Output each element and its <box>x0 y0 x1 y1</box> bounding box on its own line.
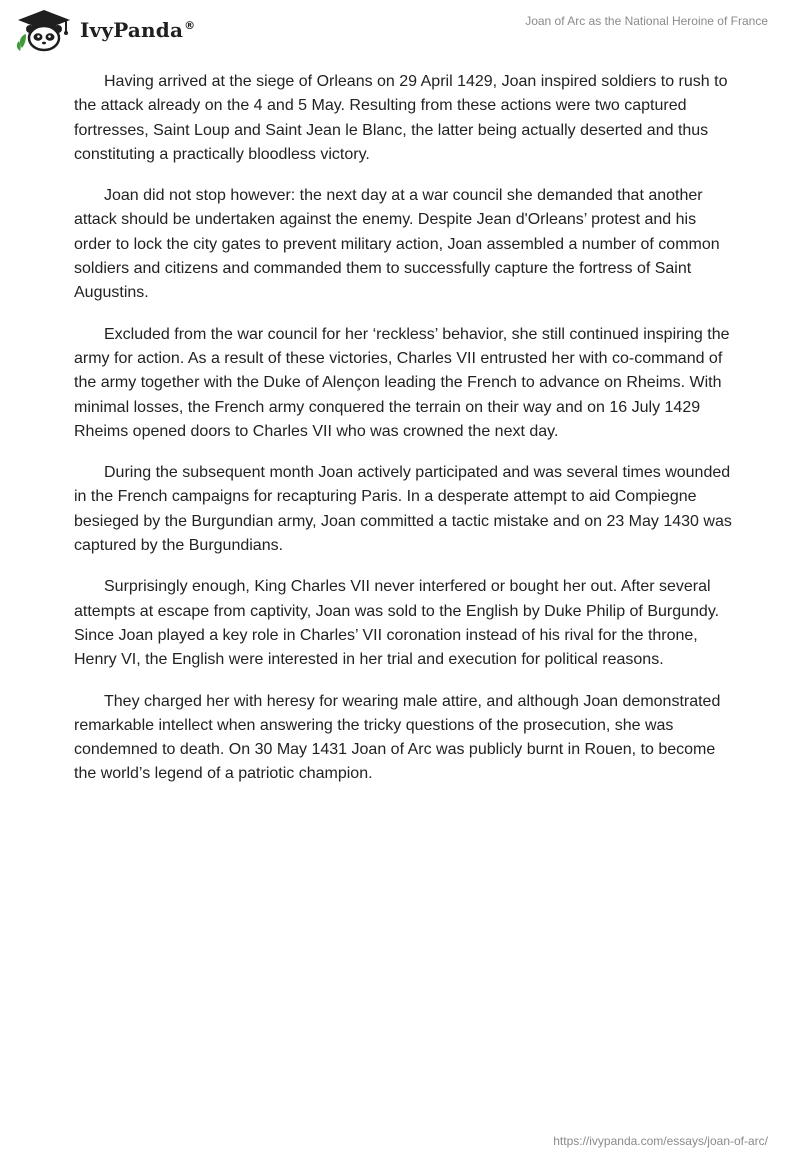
logo-text <box>80 18 195 42</box>
paragraph: Surprisingly enough, King Charles VII never interfered or bought her out. After several attempts at escape from captivity, Joan was sold to the English by Duke Philip of Burgundy. Since Joan played a key role in Charles’ VII coronation instead of his rival for the throne, Henry VI, the English were interested in her trial and execution for political reasons. <box>74 578 720 669</box>
panda-graduate-icon <box>14 8 74 52</box>
logo-name: IvyPanda <box>80 18 184 42</box>
paragraph: Excluded from the war council for her ‘reckless’ behavior, she still continued inspiring the army for action. As a result of these victories, Charles VII entrusted her with co-command of the army together with the Duke of Alençon leading the French to advance on Rheims. With minimal losses, the French army conquered the terrain on their way and on 16 July 1429 Rheims opened doors to Charles VII who was crowned the next day. <box>74 325 730 440</box>
document-title: Joan of Arc as the National Heroine of France <box>525 14 768 28</box>
source-url-link[interactable]: https://ivypanda.com/essays/joan-of-arc/ <box>553 1134 768 1148</box>
paragraph: Joan did not stop however: the next day at a war council she demanded that another attack should be undertaken against the enemy. Despite Jean d'Orleans’ protest and his order to lock the city gates to prevent military action, Joan assembled a number of common soldiers and citizens and commanded them to successfully capture the fortress of Saint Augustins. <box>74 187 720 302</box>
page-header <box>0 0 800 60</box>
paragraph: Having arrived at the siege of Orleans on 29 April 1429, Joan inspired soldiers to rush to the attack already on the 4 and 5 May. Resulting from these actions were two captured fortresses, Saint Loup and Saint Jean le Blanc, the latter being actually deserted and thus constituting a practically bloodless victory. <box>74 73 728 163</box>
ivypanda-logo[interactable] <box>14 8 195 52</box>
essay-body <box>74 70 734 804</box>
paragraph: They charged her with heresy for wearing male attire, and although Joan demonstrated remarkable intellect when answering the tricky questions of the prosecution, she was condemned to death. On 30 May 1431 Joan of Arc was publicly burnt in Rouen, to become the world’s legend of a patriotic champion. <box>74 692 721 783</box>
registered-mark: ® <box>184 19 196 33</box>
paragraph: During the subsequent month Joan actively participated and was several times wounded in the French campaigns for recapturing Paris. In a desperate attempt to aid Compiegne besieged by the Burgundian army, Joan committed a tactic mistake and on 23 May 1430 was captured by the Burgundians. <box>74 464 732 555</box>
